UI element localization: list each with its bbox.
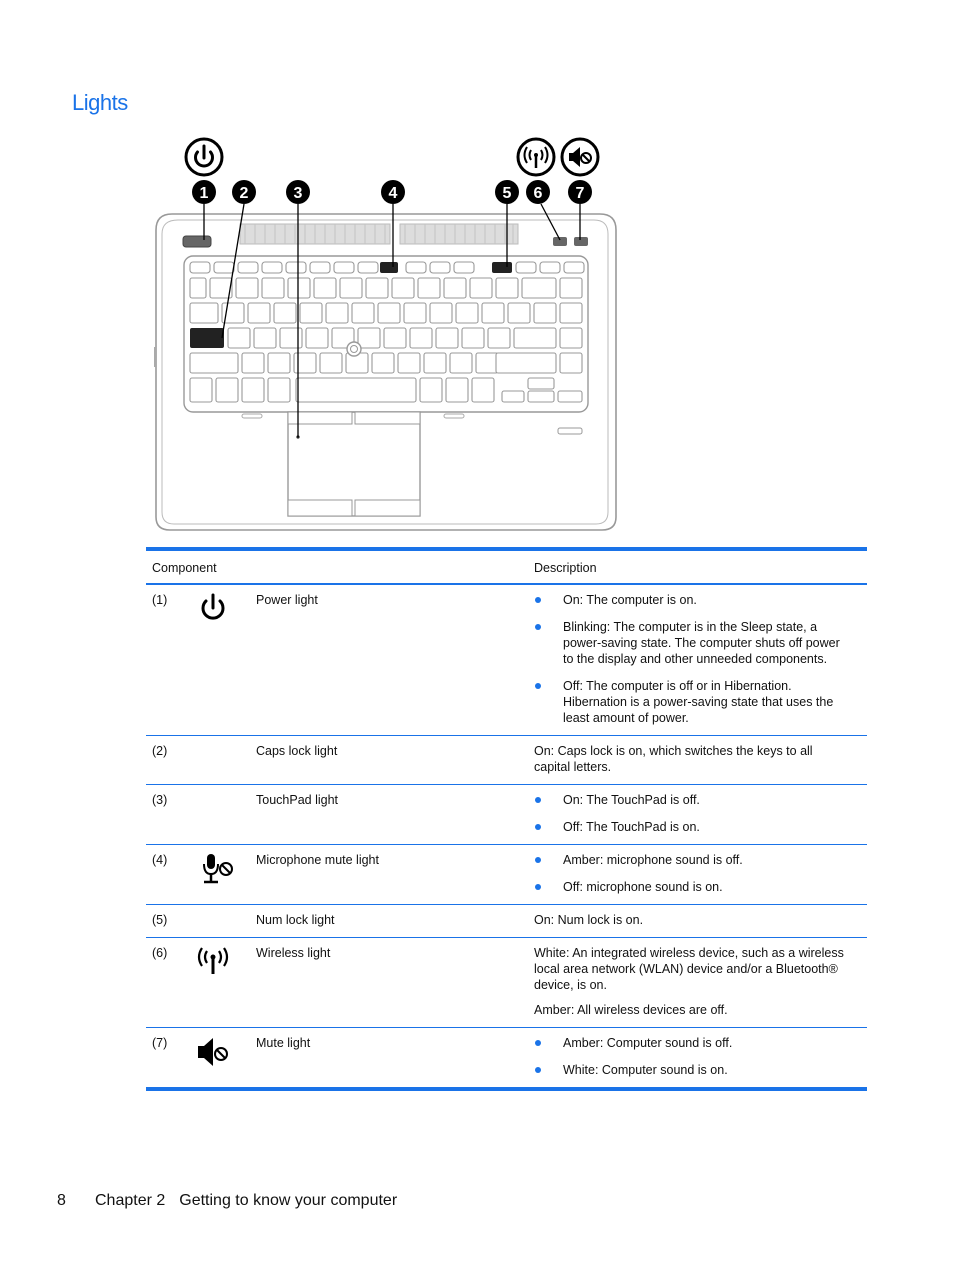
callout-5-label: 5 [502, 185, 512, 202]
component-description [528, 1028, 867, 1090]
component-name: Num lock light [256, 905, 528, 938]
description-text: On: Num lock is on. [534, 913, 644, 927]
callout-2-label: 2 [239, 185, 249, 202]
description-text: White: An integrated wireless device, such as a wireless local area network (WLAN) device and/or a Bluetooth® device, is on. [534, 946, 844, 992]
component-name: Mute light [256, 1028, 528, 1090]
row-icon-cell [188, 905, 256, 938]
callout-3-label: 3 [293, 185, 303, 202]
callout-1-label: 1 [199, 185, 209, 202]
description-text: On: Caps lock is on, which switches the keys to all capital letters. [534, 744, 813, 774]
page-footer [57, 1192, 397, 1210]
row-number: (4) [146, 845, 188, 905]
component-description [528, 938, 867, 1028]
keyboard-diagram [150, 132, 622, 534]
page-title: Lights [72, 90, 128, 115]
microphone-mute-icon [196, 851, 236, 887]
table-row [146, 905, 867, 938]
row-icon-cell [188, 938, 256, 1028]
header-component: Component [146, 549, 528, 584]
component-description [528, 785, 867, 845]
row-number: (3) [146, 785, 188, 845]
row-icon-cell [188, 1028, 256, 1090]
component-name: Power light [256, 584, 528, 736]
component-name: Wireless light [256, 938, 528, 1028]
component-name: Caps lock light [256, 736, 528, 785]
mute-icon [562, 139, 598, 175]
table-row [146, 736, 867, 785]
chapter-title: Getting to know your computer [179, 1192, 398, 1209]
list-item: On: The TouchPad is off. [534, 792, 851, 808]
row-number: (6) [146, 938, 188, 1028]
lights-table [146, 547, 867, 1091]
wireless-icon [196, 944, 230, 980]
wireless-icon [518, 139, 554, 175]
description-text: Amber: All wireless devices are off. [534, 1003, 728, 1017]
list-item: On: The computer is on. [534, 592, 851, 608]
component-name: TouchPad light [256, 785, 528, 845]
chapter-label: Chapter 2 [95, 1192, 166, 1209]
list-item: Blinking: The computer is in the Sleep state, a power-saving state. The computer shuts off power to the display and other unneeded components. [534, 619, 851, 667]
list-item: Off: microphone sound is on. [534, 879, 851, 895]
row-icon-cell [188, 584, 256, 736]
row-number: (1) [146, 584, 188, 736]
component-name: Microphone mute light [256, 845, 528, 905]
list-item: Off: The TouchPad is on. [534, 819, 851, 835]
row-number: (7) [146, 1028, 188, 1090]
keyboard-illustration [150, 132, 622, 534]
list-item: Amber: Computer sound is off. [534, 1035, 851, 1051]
component-description [528, 584, 867, 736]
component-description [528, 736, 867, 785]
component-description [528, 905, 867, 938]
mute-icon [196, 1034, 230, 1070]
table-row [146, 584, 867, 736]
row-number: (5) [146, 905, 188, 938]
power-icon [196, 591, 230, 627]
table-row [146, 785, 867, 845]
callout-4-label: 4 [388, 185, 398, 202]
row-icon-cell [188, 845, 256, 905]
list-item: White: Computer sound is on. [534, 1062, 851, 1078]
callout-7-label: 7 [575, 185, 585, 202]
list-item: Amber: microphone sound is off. [534, 852, 851, 868]
callout-6-label: 6 [533, 185, 543, 202]
list-item: Off: The computer is off or in Hibernation. Hibernation is a power-saving state that uses the least amount of power. [534, 678, 851, 726]
table-row [146, 938, 867, 1028]
row-number: (2) [146, 736, 188, 785]
power-icon [186, 139, 222, 175]
page-number: 8 [57, 1192, 66, 1209]
header-description: Description [528, 549, 867, 584]
row-icon-cell [188, 785, 256, 845]
table-header-row [146, 549, 867, 584]
component-description [528, 845, 867, 905]
table-row [146, 845, 867, 905]
table-row [146, 1028, 867, 1090]
row-icon-cell [188, 736, 256, 785]
